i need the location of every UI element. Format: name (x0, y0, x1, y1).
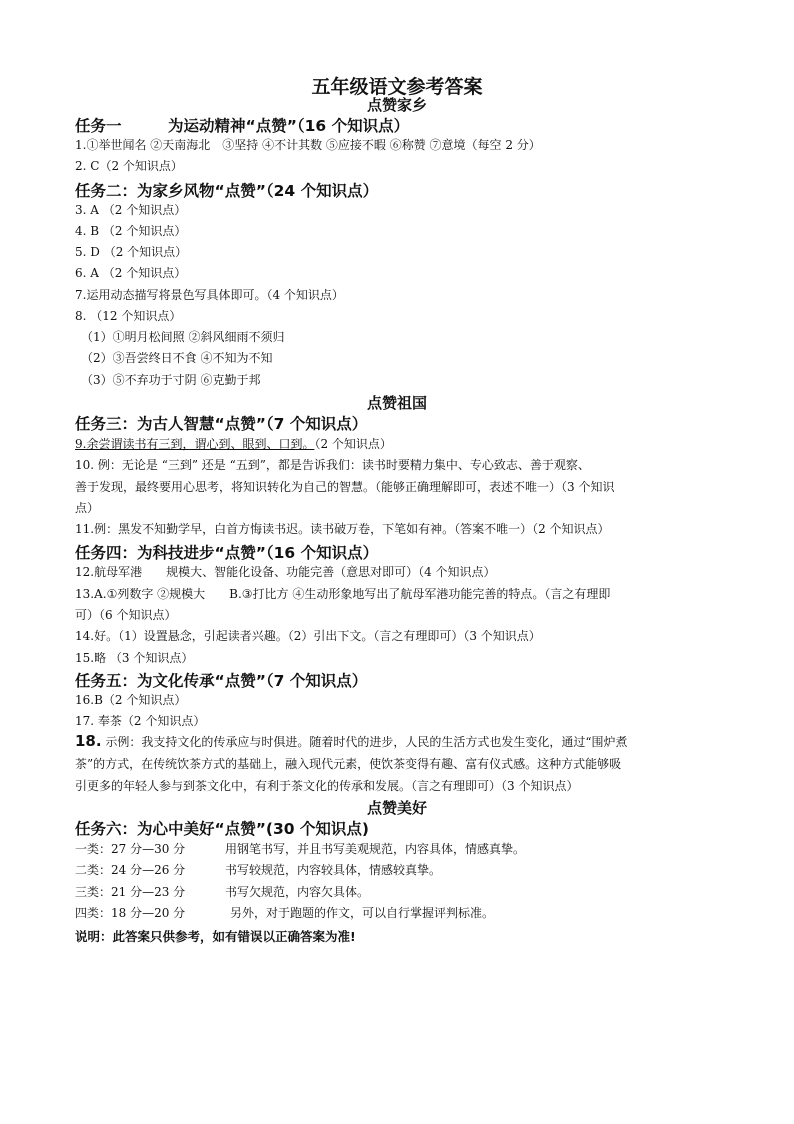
answer-9 (75, 436, 392, 452)
grade-row-2 (75, 862, 441, 878)
answer-10-line-1: 10. 例：无论是 “三到” 还是 “五到”，都是告诉我们：读书时要精力集中、专心致志、善于观察、 (75, 458, 590, 472)
answer-12: 12.航母军港 规模大、智能化设备、功能完善（意思对即可）（4 个知识点） (75, 565, 496, 579)
answer-16: 16.B（2 个知识点） (75, 693, 187, 707)
answer-13-line-1: 13.A.①列数字 ②规模大 B.③打比方 ④生动形象地写出了航母军港功能完善的特点。（言之有理即 (75, 587, 611, 601)
task-three-heading: 任务三：为古人智慧“点赞”（7 个知识点） (75, 415, 368, 433)
answer-8-part-1: （1）①明月松间照 ②斜风细雨不须归 (81, 330, 285, 344)
task-two-heading: 任务二：为家乡风物“点赞”（24 个知识点） (75, 182, 379, 200)
answer-9-points: （2 个知识点） (314, 437, 392, 451)
task-six-heading: 任务六：为心中美好“点赞”(30 个知识点) (75, 820, 370, 838)
answer-10-line-2: 善于发现，最终要用心思考，将知识转化为自己的智慧。（能够正确理解即可，表述不唯一）（3 个知识 (75, 480, 615, 494)
disclaimer-note: 说明：此答案只供参考，如有错误以正确答案为准! (75, 929, 356, 944)
answer-8-part-3: （3）⑤不弃功于寸阴 ⑥克勤于邦 (81, 373, 261, 387)
answer-11: 11.例：黑发不知勤学早，白首方悔读书迟。读书破万卷，下笔如有神。（答案不唯一）（2 个知识点） (75, 522, 610, 536)
grade-description: 书写较规范，内容较具体，情感较真挚。 (225, 863, 442, 877)
task-four-heading: 任务四：为科技进步“点赞”（16 个知识点） (75, 544, 379, 562)
grade-description: 用钢笔书写，并且书写美观规范，内容具体，情感真挚。 (225, 842, 526, 856)
task-five-heading: 任务五：为文化传承“点赞”（7 个知识点） (75, 672, 368, 690)
answer-8-part-2: （2）③吾尝终日不食 ④不知为不知 (81, 351, 273, 365)
answer-17: 17. 奉茶（2 个知识点） (75, 714, 206, 728)
grade-range: 三类：21 分—23 分 (75, 885, 186, 899)
grade-row-3 (75, 884, 369, 900)
answer-3: 3. A （2 个知识点） (75, 203, 187, 217)
answer-18-line-2: 茶”的方式，在传统饮茶方式的基础上，融入现代元素，使饮茶变得有趣、富有仪式感。这种方式能够吸 (75, 757, 622, 771)
grade-description: 另外，对于跑题的作文，可以自行掌握评判标准。 (230, 906, 495, 920)
answer-18-number: 18. (75, 732, 102, 750)
answer-1: 1.①举世闻名 ②天南海北 ③坚持 ④不计其数 ⑤应接不暇 ⑥称赞 ⑦意境（每空 2 分） (75, 138, 541, 152)
answer-18-line-1 (75, 733, 628, 750)
answer-18-line-3: 引更多的年轻人参与到茶文化中，有利于茶文化的传承和发展。（言之有理即可）（3 个知识点） (75, 779, 579, 793)
answer-6: 6. A （2 个知识点） (75, 266, 187, 280)
page-title: 五年级语文参考答案 (311, 76, 483, 98)
grade-row-4 (75, 905, 494, 921)
answer-15: 15.略 （3 个知识点） (75, 651, 194, 665)
answer-5: 5. D （2 个知识点） (75, 245, 188, 259)
answer-14: 14.好。（1）设置悬念，引起读者兴趣。（2）引出下文。（言之有理即可）（3 个知识点） (75, 629, 541, 643)
section-heading-hometown: 点赞家乡 (366, 96, 427, 114)
answer-9-underlined-quote: 9.余尝谓读书有三到，谓心到、眼到、口到。 (75, 437, 315, 451)
section-heading-motherland: 点赞祖国 (366, 394, 427, 412)
answer-8: 8. （12 个知识点） (75, 309, 182, 323)
answer-7: 7.运用动态描写将景色写具体即可。（4 个知识点） (75, 288, 344, 302)
grade-range: 四类：18 分—20 分 (75, 906, 186, 920)
answer-10-line-3: 点） (75, 501, 100, 515)
grade-range: 二类：24 分—26 分 (75, 863, 186, 877)
answer-18-text: 示例：我支持文化的传承应与时俱进。随着时代的进步，人民的生活方式也发生变化，通过“围炉煮 (101, 735, 628, 749)
answer-2: 2. C（2 个知识点） (75, 159, 183, 173)
grade-range: 一类：27 分—30 分 (75, 842, 186, 856)
section-heading-beauty: 点赞美好 (366, 799, 427, 817)
answer-4: 4. B （2 个知识点） (75, 224, 187, 238)
grade-row-1 (75, 841, 525, 857)
task-one-heading: 任务一 为运动精神“点赞”（16 个知识点） (75, 117, 410, 135)
grade-description: 书写欠规范，内容欠具体。 (225, 885, 370, 899)
answer-13-line-2: 可）（6 个知识点） (75, 608, 177, 622)
